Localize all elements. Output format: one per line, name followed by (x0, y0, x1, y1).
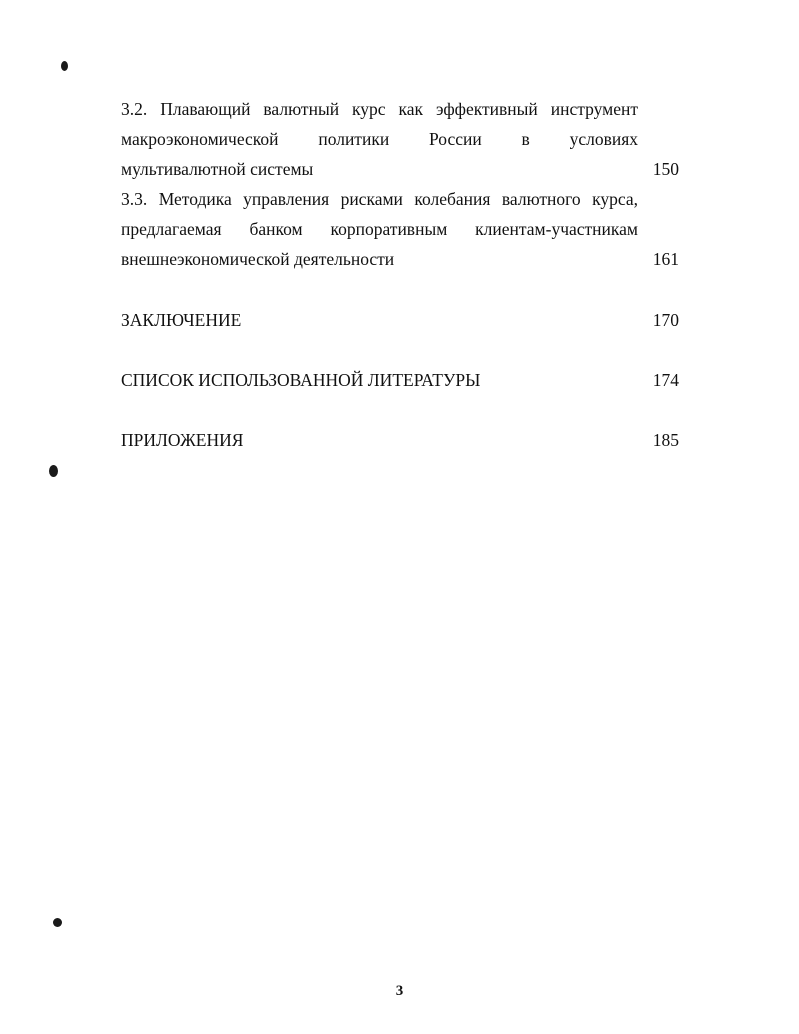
toc-line: 3.2. Плавающий валютный курс как эффективный инструмент (121, 99, 638, 119)
toc-entry-conclusion[interactable] (121, 305, 679, 335)
scan-speck (53, 918, 62, 927)
toc-entry-3-2[interactable] (121, 94, 679, 184)
toc-line: ПРИЛОЖЕНИЯ (121, 430, 244, 450)
toc-entry-appendices[interactable] (121, 425, 679, 455)
scan-speck (61, 61, 68, 71)
toc-page-number: 161 (652, 249, 679, 269)
toc-entry-title (121, 184, 638, 274)
page-number: 3 (395, 983, 404, 999)
toc-line: предлагаемая банком корпоративным клиентам-участникам (121, 219, 638, 239)
toc-page-number: 150 (652, 159, 679, 179)
toc-line: внешнеэкономической деятельности (121, 249, 395, 269)
scan-speck (49, 465, 58, 477)
toc-line: 3.3. Методика управления рисками колебания валютного курса, (121, 189, 638, 209)
toc-entry-3-3[interactable] (121, 184, 679, 274)
toc-line: макроэкономической политики России в условиях (121, 129, 638, 149)
toc-entry-title (121, 305, 601, 335)
toc-page-number: 170 (652, 310, 679, 330)
toc-entry-title (121, 94, 638, 184)
toc-page-number: 174 (652, 370, 679, 390)
toc-line: ЗАКЛЮЧЕНИЕ (121, 310, 242, 330)
toc-entry-title (121, 365, 601, 395)
toc-line: мультивалютной системы (121, 159, 314, 179)
toc-entry-bibliography[interactable] (121, 365, 679, 395)
toc-entry-title (121, 425, 601, 455)
toc-line: СПИСОК ИСПОЛЬЗОВАННОЙ ЛИТЕРАТУРЫ (121, 370, 481, 390)
toc-page-number: 185 (652, 430, 679, 450)
